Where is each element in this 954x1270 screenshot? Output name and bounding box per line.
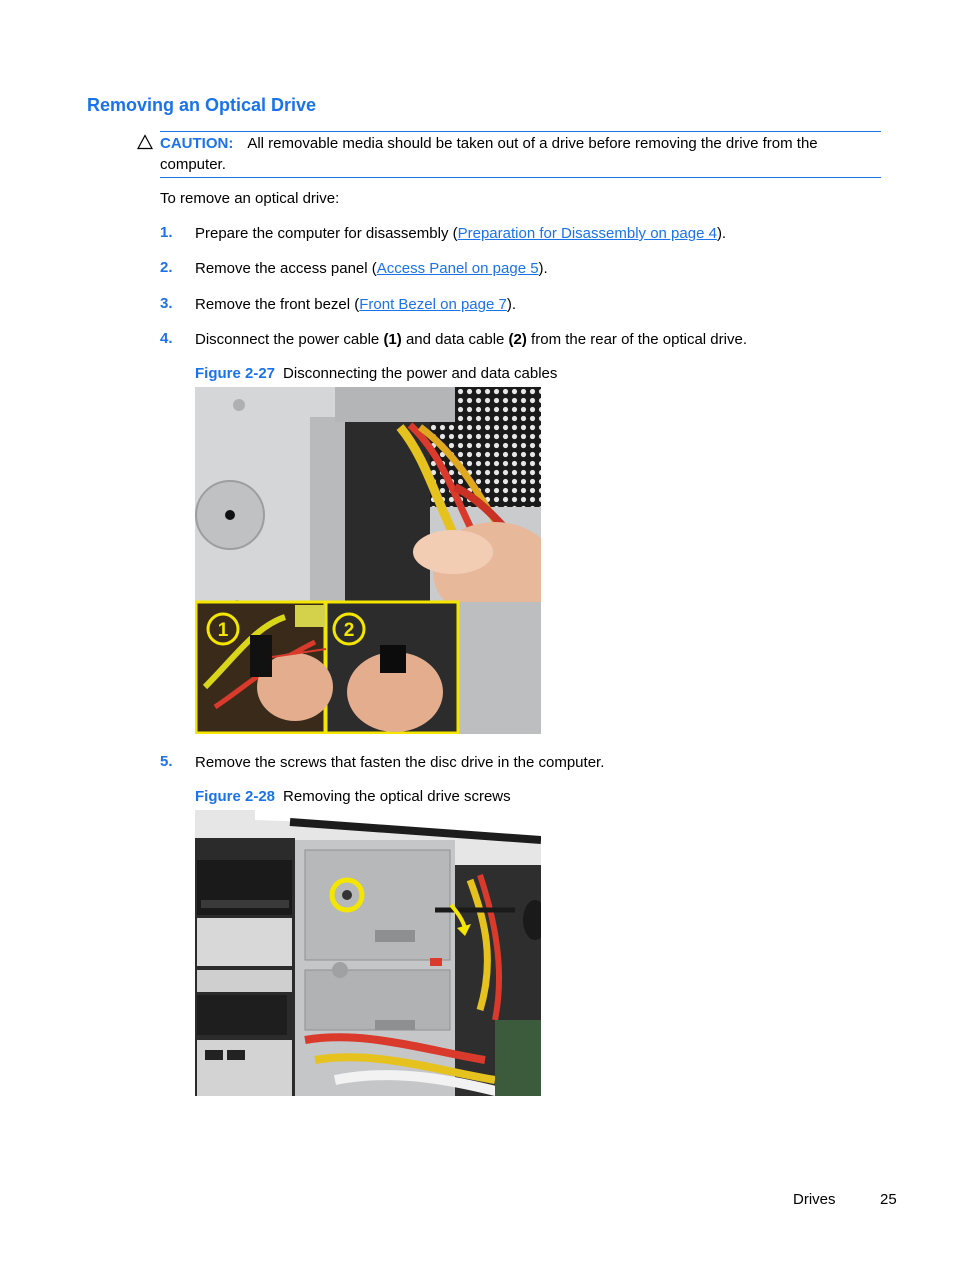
figure-label: Figure 2-28: [195, 788, 276, 805]
intro-text: To remove an optical drive:: [160, 190, 340, 207]
page-number: 25: [880, 1191, 897, 1208]
callout-1: 1: [217, 620, 229, 641]
caution-notice: [160, 131, 881, 178]
data-cable-ref: (2): [508, 331, 527, 348]
drive-screws-illustration: [195, 810, 541, 1096]
step-text: Prepare the computer for disassembly (: [195, 225, 458, 242]
cable-disconnect-illustration: [195, 387, 541, 734]
step-number: 5.: [160, 753, 173, 770]
footer-section: Drives: [793, 1191, 836, 1208]
figure-caption-text: Disconnecting the power and data cables: [283, 365, 558, 382]
step-4-text: [195, 330, 747, 350]
power-cable-ref: (1): [383, 331, 402, 348]
figure-label: Figure 2-27: [195, 365, 276, 382]
step-1-text: [195, 224, 726, 244]
figure-caption-text: Removing the optical drive screws: [283, 788, 511, 805]
caution-text: All removable media should be taken out of a drive before removing the drive from the computer.: [160, 135, 818, 173]
figure-2-27-photo: [195, 387, 541, 734]
step-text: and data cable: [401, 331, 509, 348]
step-text: from the rear of the optical drive.: [526, 331, 747, 348]
step-2-text: [195, 259, 548, 279]
step-5-text: Remove the screws that fasten the disc drive in the computer.: [195, 754, 605, 771]
step-3-text: [195, 295, 516, 315]
caution-label: CAUTION:: [160, 135, 234, 152]
step-text: Remove the front bezel (: [195, 296, 360, 313]
step-number: 3.: [160, 295, 173, 312]
step-text: ).: [716, 225, 727, 242]
link-front-bezel[interactable]: Front Bezel on page 7: [359, 296, 507, 313]
step-text: Remove the access panel (: [195, 260, 377, 277]
figure-2-28-photo: [195, 810, 541, 1096]
step-text: ).: [506, 296, 517, 313]
step-text: Disconnect the power cable: [195, 331, 384, 348]
callout-2: 2: [343, 620, 355, 641]
link-access-panel[interactable]: Access Panel on page 5: [376, 260, 539, 277]
step-number: 4.: [160, 330, 173, 347]
step-number: 2.: [160, 259, 173, 276]
link-preparation-for-disassembly[interactable]: Preparation for Disassembly on page 4: [457, 225, 717, 242]
figure-caption: [195, 365, 557, 382]
caution-triangle-icon: [137, 134, 153, 150]
figure-caption: [195, 788, 511, 805]
step-number: 1.: [160, 224, 173, 241]
section-heading: Removing an Optical Drive: [87, 95, 317, 115]
step-text: ).: [538, 260, 548, 277]
